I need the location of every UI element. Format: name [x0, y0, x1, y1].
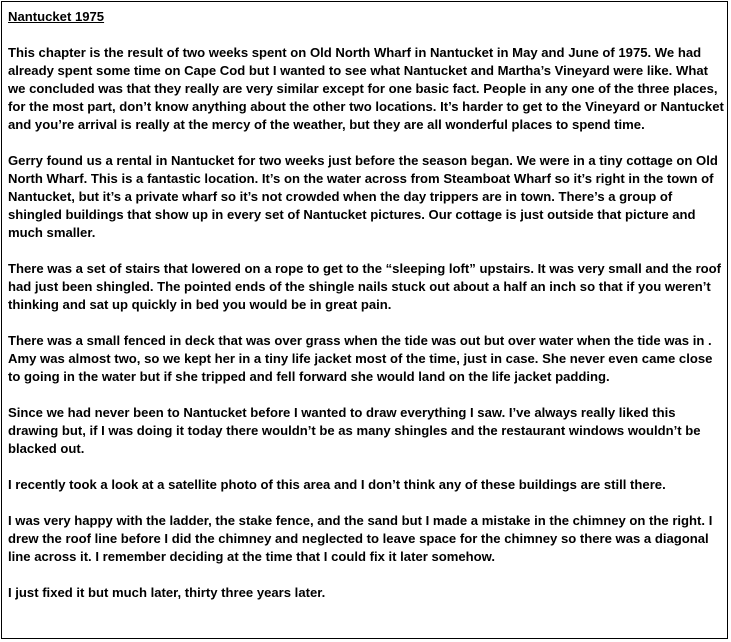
- document-body: [8, 8, 726, 620]
- paragraph-deck: There was a small fenced in deck that was over grass when the tide was out but over water when the tide was in . Amy was almost two, so we kept her in a tiny life jacket most of the time, just in case. She never even came close to going in the water but if she tripped and fell forward she would land on the life jacket padding.: [8, 333, 713, 384]
- paragraph-chimney: I was very happy with the ladder, the stake fence, and the sand but I made a mistake in the chimney on the right. I drew the roof line before I did the chimney and neglected to leave space for the chimney so there was a diagonal line across it. I remember deciding at the time that I could fix it later somehow.: [8, 513, 713, 564]
- paragraph-fixed: I just fixed it but much later, thirty three years later.: [8, 585, 326, 600]
- document-frame: [1, 1, 728, 639]
- paragraph-sleeping-loft: There was a set of stairs that lowered on a rope to get to the “sleeping loft” upstairs. It was very small and the roof had just been shingled. The pointed ends of the shingle nails stuck out about a half an inch so that if you weren’t thinking and sat up quickly in bed you would be in great pain.: [8, 261, 722, 312]
- paragraph-intro: This chapter is the result of two weeks spent on Old North Wharf in Nantucket in May and June of 1975. We had already spent some time on Cape Cod but I wanted to see what Nantucket and Martha’s Vineyard were like. What we concluded was that they really are very similar except for one basic fact. People in any one of the three places, for the most part, don’t know anything about the other two locations. It’s harder to get to the Vineyard or Nantucket and you’re arrival is really at the mercy of the weather, but they are all wonderful places to spend time.: [8, 45, 724, 132]
- paragraph-drawing: Since we had never been to Nantucket before I wanted to draw everything I saw. I’ve always really liked this drawing but, if I was doing it today there wouldn’t be as many shingles and the restaurant windows wouldn’t be blacked out.: [8, 405, 701, 456]
- document-title: Nantucket 1975: [8, 9, 105, 24]
- paragraph-satellite: I recently took a look at a satellite photo of this area and I don’t think any of these buildings are still there.: [8, 477, 666, 492]
- paragraph-rental: Gerry found us a rental in Nantucket for two weeks just before the season began. We were in a tiny cottage on Old North Wharf. This is a fantastic location. It’s on the water across from Steamboat Wharf so it’s right in the town of Nantucket, but it’s a private wharf so it’s not crowded when the day trippers are in town. There’s a group of shingled buildings that show up in every set of Nantucket pictures. Our cottage is just outside that picture and much smaller.: [8, 153, 718, 240]
